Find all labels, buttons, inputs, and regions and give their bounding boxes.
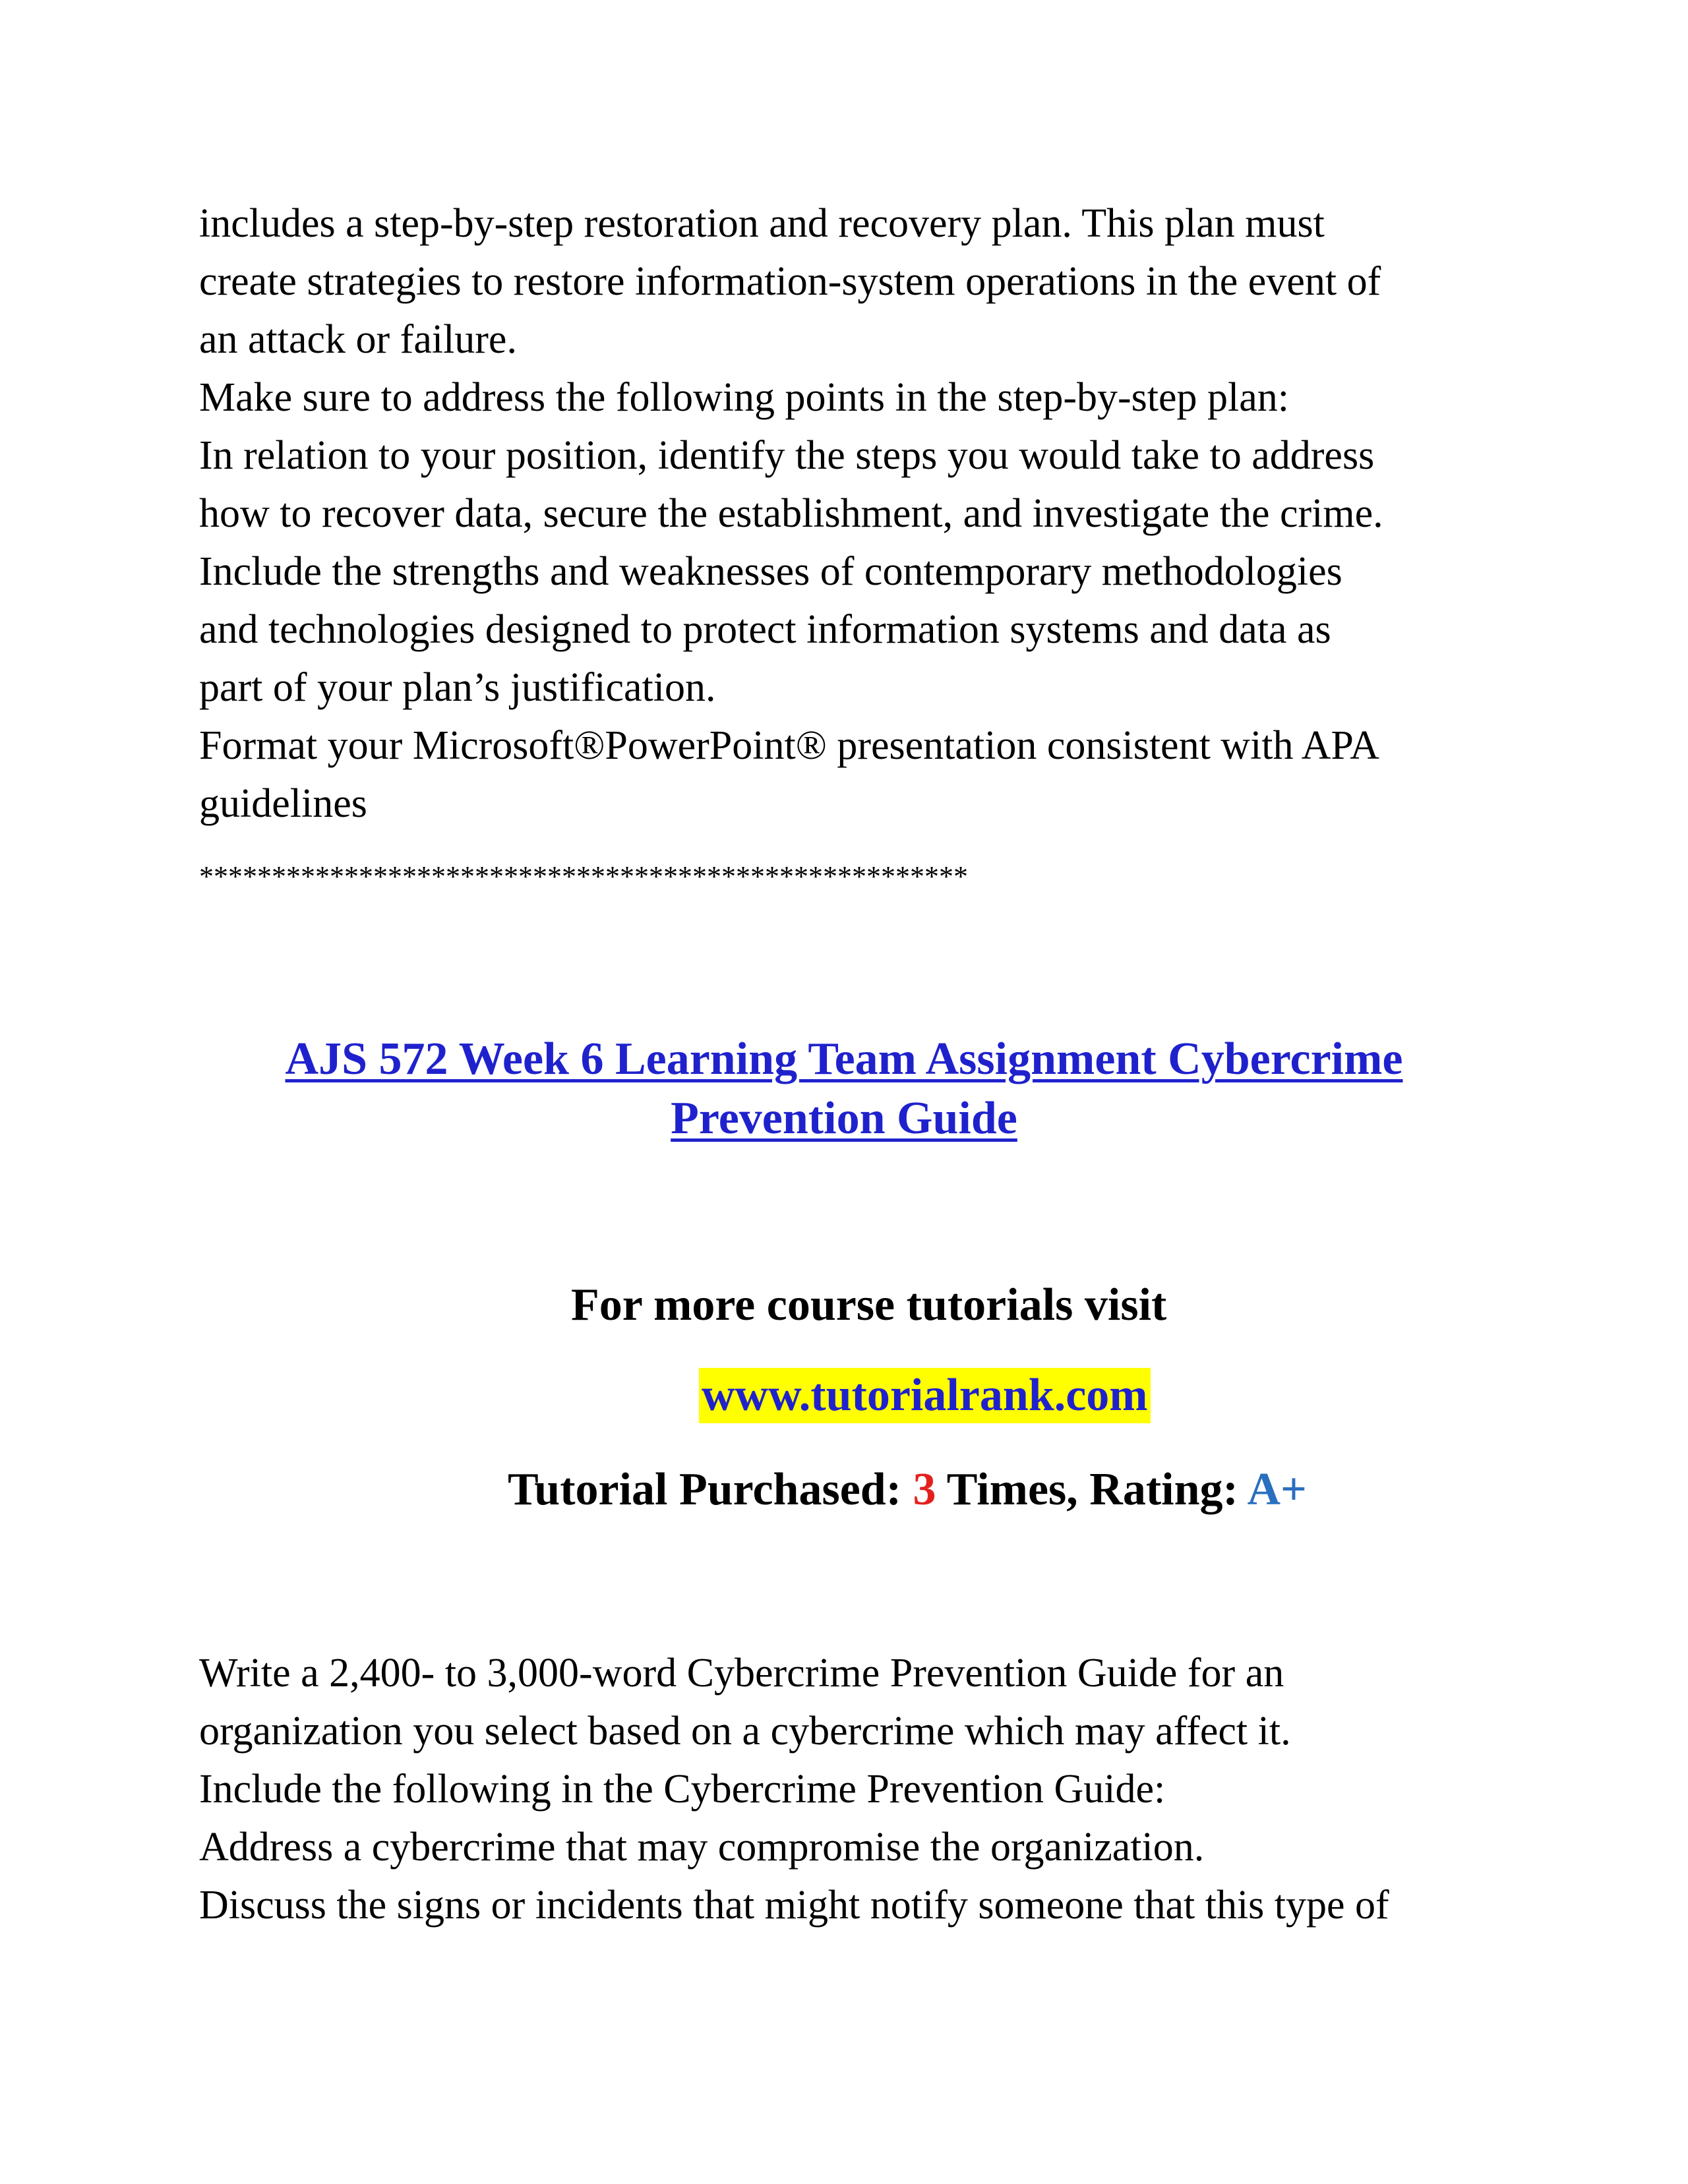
paragraph-line: an attack or failure. — [199, 317, 517, 362]
times-rating-label: Times, Rating: — [936, 1464, 1248, 1515]
paragraph-line: and technologies designed to protect information systems and data as — [199, 607, 1331, 652]
promo-text: For more course tutorials visit — [571, 1280, 1167, 1330]
paragraph-line: In relation to your position, identify the steps you would take to address — [199, 433, 1375, 478]
paragraph-line: includes a step-by-step restoration and recovery plan. This plan must — [199, 201, 1325, 246]
purchased-label: Tutorial Purchased: — [508, 1464, 913, 1515]
assignment-title — [185, 1030, 1503, 1148]
paragraph-line: Address a cybercrime that may compromise the organization. — [199, 1825, 1205, 1870]
paragraph-line: Make sure to address the following points in the step-by-step plan: — [199, 375, 1290, 420]
site-url-link[interactable]: www.tutorialrank.com — [699, 1368, 1151, 1423]
paragraph-line: create strategies to restore information-system operations in the event of — [199, 259, 1381, 304]
paragraph-line: part of your plan’s justification. — [199, 665, 716, 710]
asterisk-separator: ***************************************************** — [199, 860, 968, 893]
assignment-title-line: Prevention Guide — [671, 1093, 1017, 1144]
paragraph-line: guidelines — [199, 781, 367, 826]
paragraph-line: organization you select based on a cybercrime which may affect it. — [199, 1709, 1291, 1754]
paragraph-line: how to recover data, secure the establishment, and investigate the crime. — [199, 491, 1383, 536]
paragraph-line: Write a 2,400- to 3,000-word Cybercrime Prevention Guide for an — [199, 1651, 1284, 1696]
paragraph-line: Discuss the signs or incidents that might notify someone that this type of — [199, 1883, 1389, 1928]
rating-value: A+ — [1247, 1464, 1307, 1515]
paragraph-line: Include the following in the Cybercrime Prevention Guide: — [199, 1767, 1166, 1812]
top-paragraph — [199, 194, 1518, 833]
tutorial-stats — [508, 1460, 1307, 1520]
purchase-count: 3 — [913, 1464, 936, 1515]
assignment-title-link[interactable] — [185, 1030, 1503, 1148]
paragraph-line: Format your Microsoft®PowerPoint® presentation consistent with APA — [199, 723, 1379, 768]
bottom-paragraph — [199, 1644, 1518, 1934]
paragraph-line: Include the strengths and weaknesses of contemporary methodologies — [199, 549, 1342, 594]
assignment-title-line: AJS 572 Week 6 Learning Team Assignment Cybercrime — [285, 1034, 1403, 1084]
